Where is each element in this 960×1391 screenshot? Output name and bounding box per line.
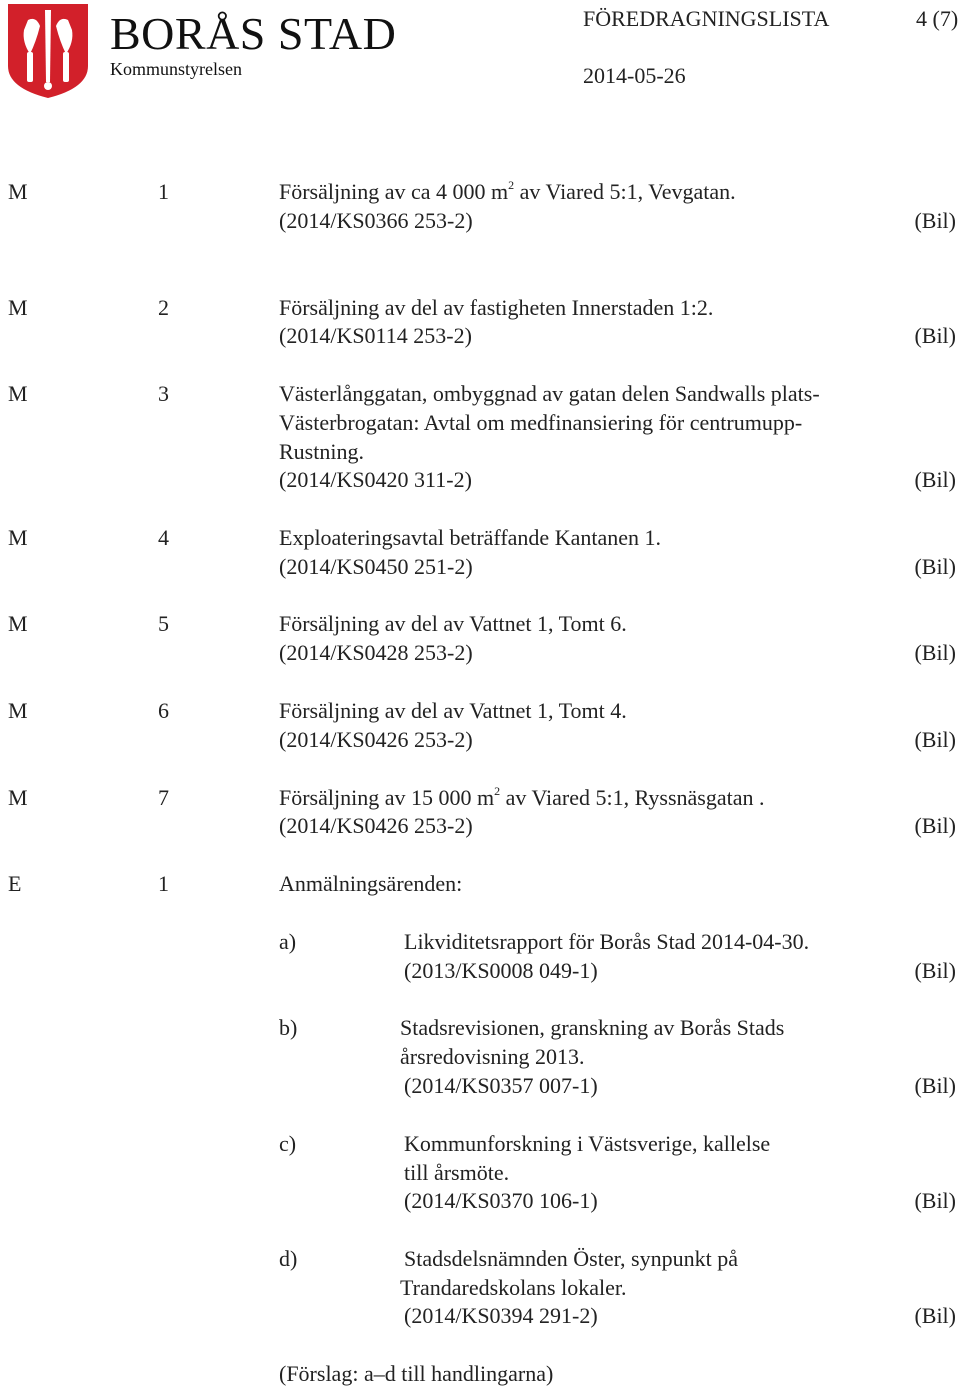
attachment-marker: (Bil) [914, 323, 956, 348]
brand-subtitle: Kommunstyrelsen [110, 59, 242, 79]
item-number: 2 [158, 295, 169, 320]
document-type: FÖREDRAGNINGSLISTA [583, 6, 830, 31]
item-category: M [8, 698, 28, 723]
attachment-marker: (Bil) [914, 640, 956, 665]
attachment-marker: (Bil) [914, 958, 956, 983]
page-number: 4 (7) [916, 6, 959, 31]
item-reference: (2014/KS0426 253-2) [279, 813, 473, 838]
item-number: 1 [158, 871, 169, 896]
item-number: 4 [158, 525, 169, 550]
item-title: Försäljning av del av Vattnet 1, Tomt 6. [279, 611, 627, 636]
sub-item-reference: (2013/KS0008 049-1) [404, 958, 598, 983]
item-category: M [8, 179, 28, 204]
sub-item-title-line: Kommunforskning i Västsverige, kallelse [404, 1131, 771, 1156]
item-number: 7 [158, 785, 169, 810]
sub-item-letter: c) [279, 1131, 297, 1156]
item-title: Exploateringsavtal beträffande Kantanen 1. [279, 525, 661, 550]
item-title: Försäljning av del av fastigheten Innerstaden 1:2. [279, 295, 714, 320]
item-title-line: Västerbrogatan: Avtal om medfinansiering för centrumupp- [279, 410, 803, 435]
item-reference: (2014/KS0428 253-2) [279, 640, 473, 665]
sub-item-title-line: Stadsdelsnämnden Öster, synpunkt på [404, 1246, 738, 1271]
sub-item-title-line: Likviditetsrapport för Borås Stad 2014-04-30. [404, 929, 810, 954]
attachment-marker: (Bil) [914, 1303, 956, 1328]
sub-item-reference: (2014/KS0394 291-2) [404, 1303, 598, 1328]
item-title-line: Rustning. [279, 439, 364, 464]
item-category: M [8, 295, 28, 320]
item-reference: (2014/KS0426 253-2) [279, 727, 473, 752]
sub-item-title-line: årsredovisning 2013. [400, 1044, 585, 1069]
item-reference: (2014/KS0366 253-2) [279, 208, 473, 233]
item-title: Försäljning av ca 4 000 $m^2$ av Viared 5:1, Vevgatan. [279, 177, 736, 204]
borås-stad-logo [6, 2, 90, 100]
sub-item-title-line: Trandaredskolans lokaler. [400, 1275, 627, 1300]
sub-item-letter: b) [279, 1015, 298, 1040]
sub-item-title-line: Stadsrevisionen, granskning av Borås Stads [400, 1015, 785, 1040]
brand-name: BORÅS STAD [110, 8, 397, 59]
item-number: 3 [158, 381, 169, 406]
attachment-marker: (Bil) [914, 1073, 956, 1098]
attachment-marker: (Bil) [914, 727, 956, 752]
attachment-marker: (Bil) [914, 813, 956, 838]
item-number: 6 [158, 698, 169, 723]
item-number: 5 [158, 611, 169, 636]
sub-item-reference: (2014/KS0357 007-1) [404, 1073, 598, 1098]
proposal-note: (Förslag: a–d till handlingarna) [279, 1361, 554, 1386]
item-category: M [8, 611, 28, 636]
sub-item-reference: (2014/KS0370 106-1) [404, 1188, 598, 1213]
item-title: Försäljning av 15 000 $m^2$ av Viared 5:1, Ryssnäsgatan . [279, 783, 765, 810]
sub-item-letter: d) [279, 1246, 298, 1271]
item-title-line: Västerlånggatan, ombyggnad av gatan delen Sandwalls plats- [279, 381, 820, 406]
item-number: 1 [158, 179, 169, 204]
item-title: Försäljning av del av Vattnet 1, Tomt 4. [279, 698, 627, 723]
item-reference: (2014/KS0420 311-2) [279, 467, 472, 492]
item-category: M [8, 525, 28, 550]
item-reference: (2014/KS0450 251-2) [279, 554, 473, 579]
item-reference: (2014/KS0114 253-2) [279, 323, 472, 348]
item-category: E [8, 871, 22, 896]
attachment-marker: (Bil) [914, 1188, 956, 1213]
document-date: 2014-05-26 [583, 63, 686, 88]
item-category: M [8, 381, 28, 406]
attachment-marker: (Bil) [914, 467, 956, 492]
item-title: Anmälningsärenden: [279, 871, 463, 896]
attachment-marker: (Bil) [914, 208, 956, 233]
sub-item-title-line: till årsmöte. [404, 1160, 510, 1185]
item-category: M [8, 785, 28, 810]
attachment-marker: (Bil) [914, 554, 956, 579]
sub-item-letter: a) [279, 929, 297, 954]
